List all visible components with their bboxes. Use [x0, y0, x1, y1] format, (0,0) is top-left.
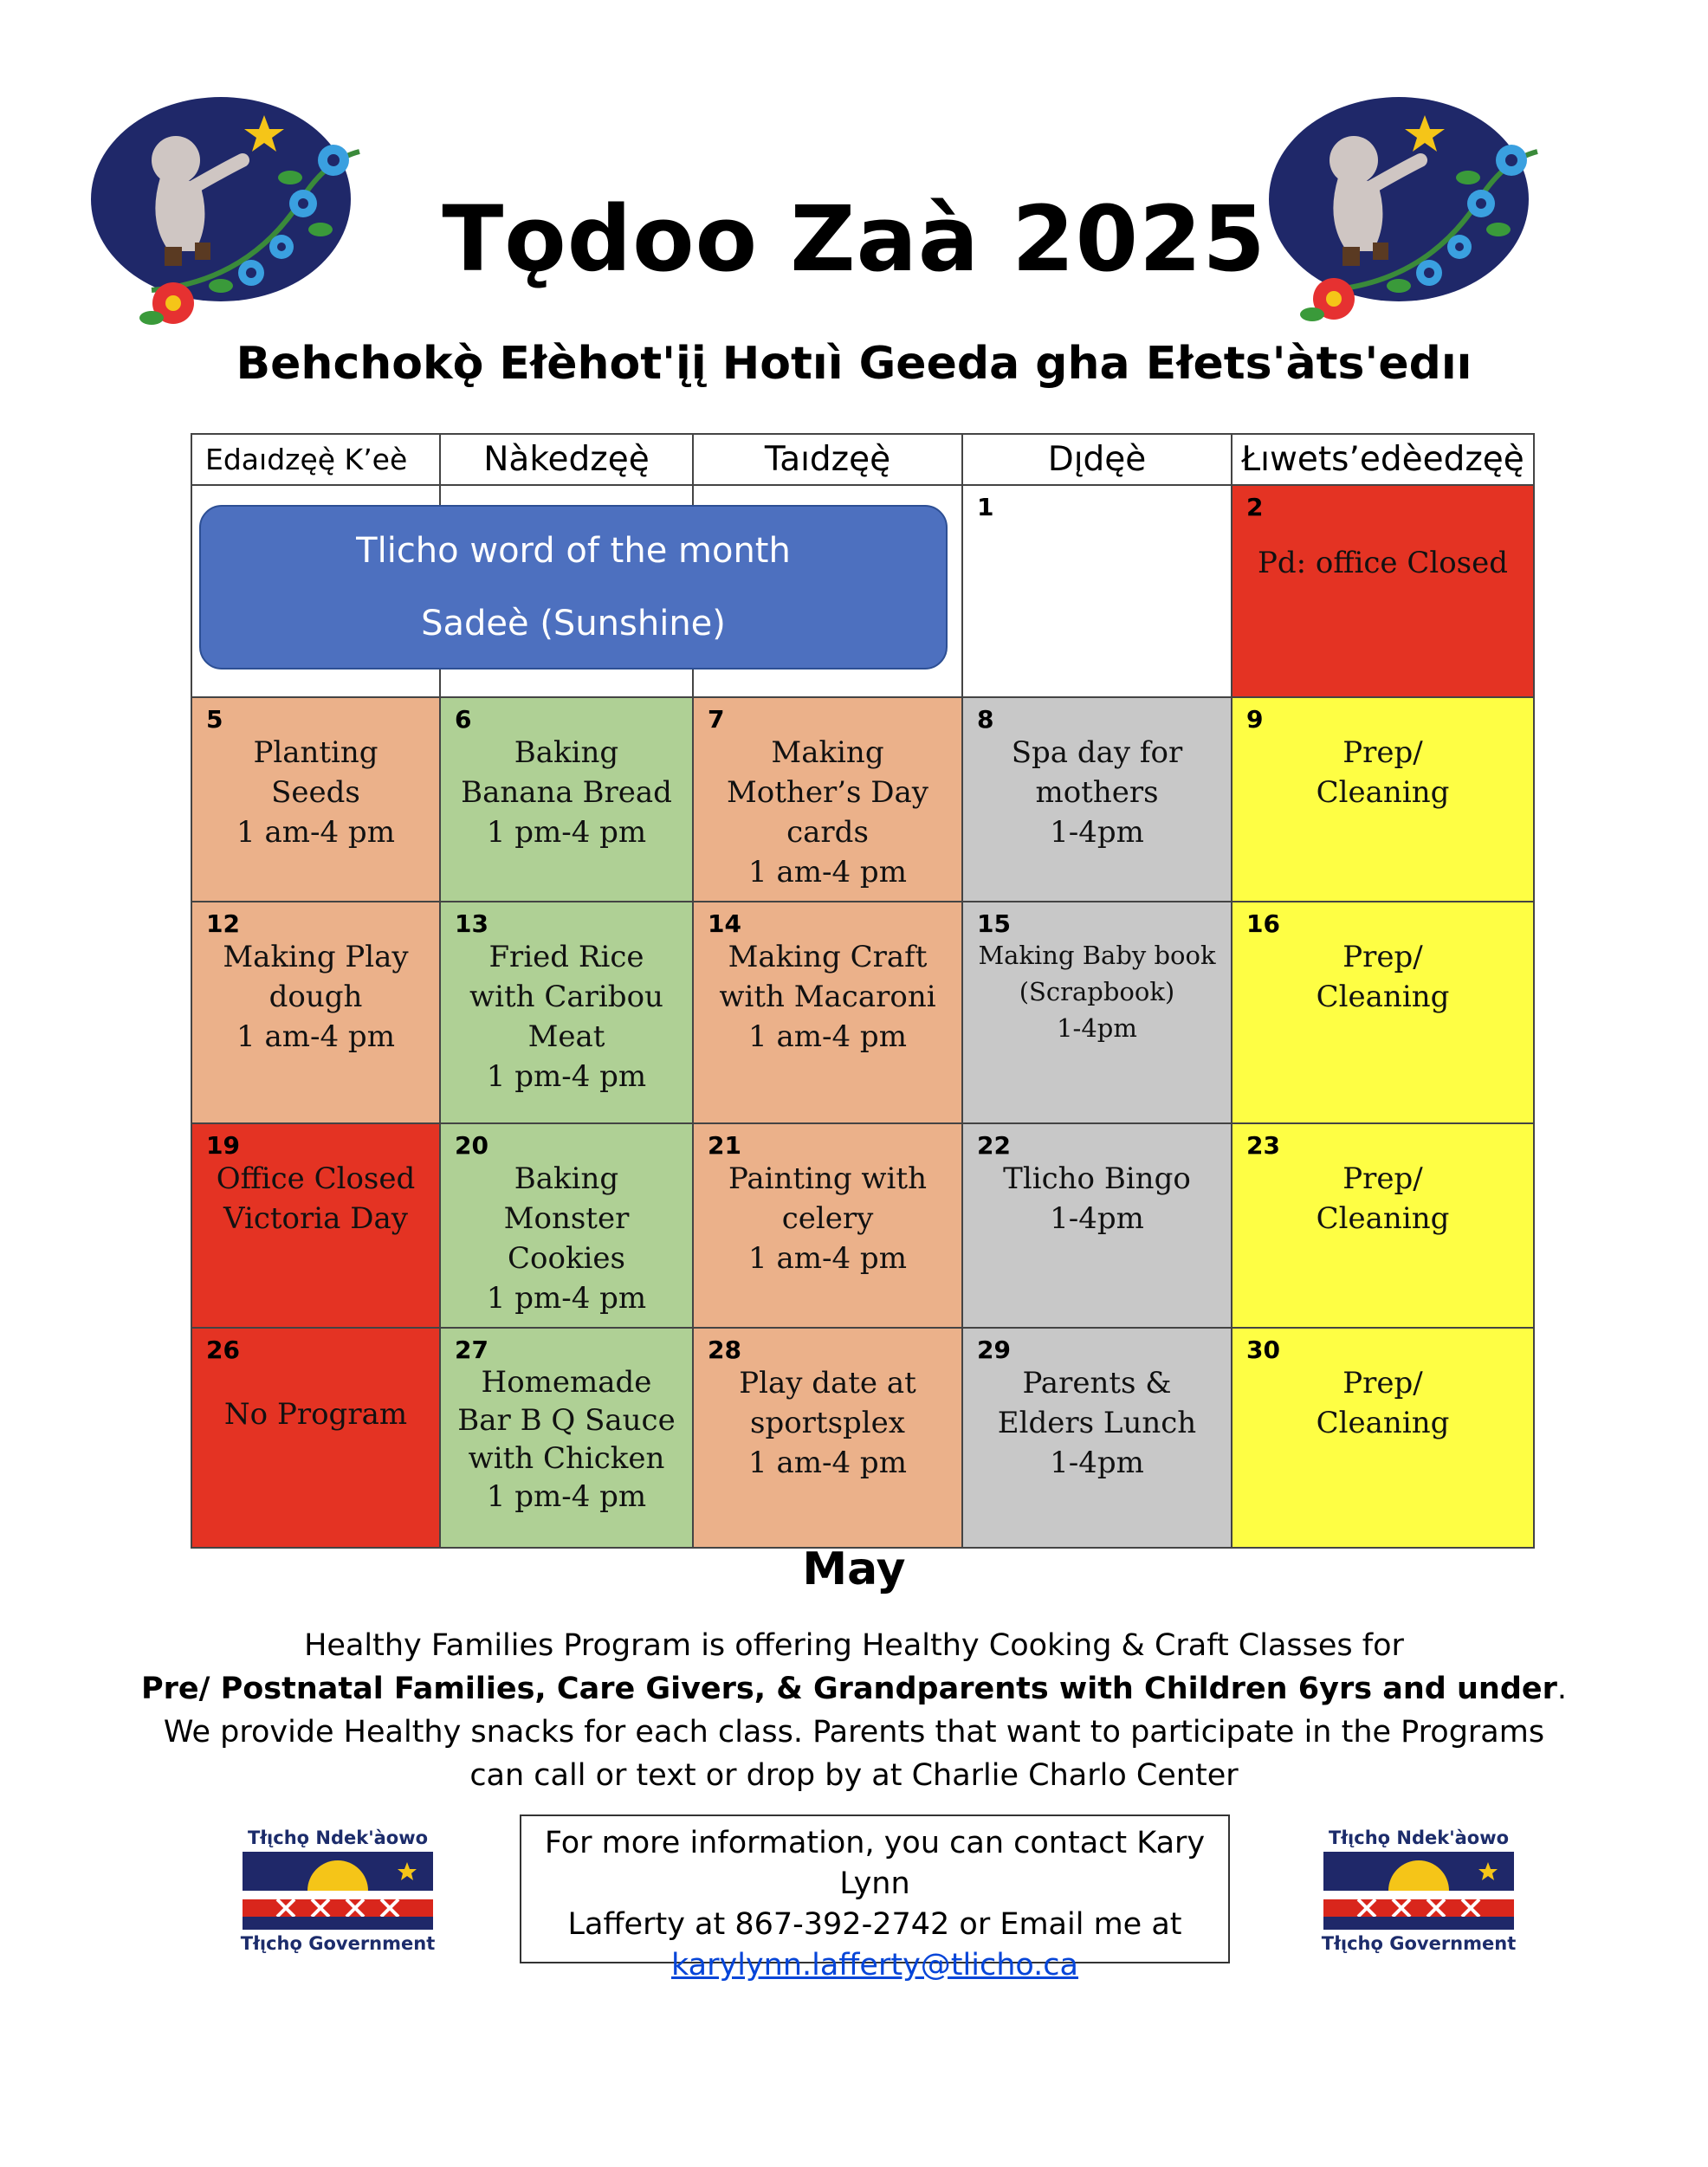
day-number: 21: [708, 1131, 741, 1160]
calendar-cell: [440, 697, 693, 902]
calendar-cell: [962, 1328, 1232, 1548]
event-title: Fried Rice with Caribou Meat: [469, 940, 663, 1054]
calendar-cell: [962, 902, 1232, 1123]
event-title: Baking Monster Cookies: [503, 1161, 630, 1276]
event-time: 1 am-4 pm: [748, 855, 907, 889]
weekday-friday: Łıwets’edèedzęę̀: [1232, 434, 1534, 485]
gov-logo-bottom-text: Tłı̨chǫ Government: [1321, 1933, 1517, 1954]
event-text: [455, 733, 678, 852]
event-title: Making Play dough: [223, 940, 409, 1014]
event-time: 1 am-4 pm: [236, 815, 395, 850]
calendar-cell: [693, 697, 962, 902]
event-title: Spa day for mothers: [1011, 735, 1183, 810]
contact-line-1: For more information, you can contact Kary Lynn: [544, 1826, 1206, 1901]
event-time: 1 am-4 pm: [748, 1241, 907, 1276]
event-time: 1 am-4 pm: [748, 1446, 907, 1480]
event-text: [977, 937, 1217, 1046]
calendar-cell: [191, 1328, 440, 1548]
event-title: Homemade Bar B Q Sauce with Chicken: [457, 1365, 676, 1476]
event-time: 1 pm-4 pm: [486, 1281, 647, 1316]
calendar-cell: [191, 1123, 440, 1328]
event-text: [455, 1363, 678, 1516]
calendar-cell: [440, 1123, 693, 1328]
day-number: 12: [206, 909, 240, 938]
program-info: [0, 1624, 1708, 1797]
day-number: 14: [708, 909, 741, 938]
event-title: Making Baby book (Scrapbook): [978, 941, 1216, 1006]
day-number: 27: [455, 1336, 488, 1364]
weekday-monday: Edaıdzęę̀ K’eè: [191, 434, 440, 485]
event-title: Planting Seeds: [253, 735, 378, 810]
calendar-cell: [693, 902, 962, 1123]
calendar-cell: [1232, 1328, 1534, 1548]
event-text: [708, 1363, 948, 1483]
event-text: [708, 733, 948, 892]
calendar-cell: [440, 1328, 693, 1548]
gov-logo-bottom-text: Tłı̨chǫ Government: [240, 1933, 436, 1954]
day-number: 6: [455, 705, 472, 734]
event-text: Pd: office Closed: [1257, 546, 1509, 580]
info-audience: Pre/ Postnatal Families, Care Givers, & Grandparents with Children 6yrs and under: [140, 1672, 1557, 1706]
day-number: 8: [977, 705, 994, 734]
event-time: 1 pm-4 pm: [486, 1059, 647, 1094]
calendar-week-row: [191, 902, 1534, 1123]
day-number: 20: [455, 1131, 488, 1160]
event-title: Making Craft with Macaroni: [719, 940, 936, 1014]
weekday-thursday: Dı̨dęè: [962, 434, 1232, 485]
day-number: 29: [977, 1336, 1011, 1364]
contact-line-2: Lafferty at 867-392-2742 or Email me at: [567, 1907, 1182, 1942]
calendar-cell: [1232, 1123, 1534, 1328]
gov-emblem-icon: [1323, 1852, 1514, 1930]
weekday-wednesday: Taıdzęę̀: [693, 434, 962, 485]
calendar-cell: [1232, 902, 1534, 1123]
calendar-cell: [440, 902, 693, 1123]
event-title: Play date at sportsplex: [739, 1366, 916, 1440]
event-time: 1-4pm: [1057, 1013, 1137, 1043]
calendar-cell: [693, 1328, 962, 1548]
event-text: [708, 937, 948, 1057]
event-text: Prep/ Cleaning: [1316, 940, 1450, 1014]
event-title: Baking Banana Bread: [461, 735, 672, 810]
word-of-the-month-box: [199, 505, 948, 670]
weekday-header-row: [191, 434, 1534, 485]
info-period: .: [1556, 1672, 1568, 1706]
page-subtitle: Behchokǫ̀ Ełèhot'įį Hotıì Geeda gha Ełets'àts'edıı: [236, 338, 1472, 390]
calendar-cell: [191, 697, 440, 902]
event-text: [455, 1159, 678, 1318]
day-number: 30: [1246, 1336, 1280, 1364]
calendar-week-row: [191, 1328, 1534, 1548]
info-line-1: Healthy Families Program is offering Healthy Cooking & Craft Classes for: [304, 1628, 1404, 1663]
event-title: Parents & Elders Lunch: [997, 1366, 1197, 1440]
event-text: [206, 937, 425, 1057]
day-number: 26: [206, 1336, 240, 1364]
event-time: 1-4pm: [1050, 1446, 1144, 1480]
day-number: 2: [1246, 493, 1264, 521]
event-text: [977, 1159, 1217, 1239]
event-text: Prep/ Cleaning: [1316, 1366, 1450, 1440]
event-time: 1-4pm: [1050, 1201, 1144, 1236]
event-time: 1 pm-4 pm: [486, 815, 647, 850]
event-text: Prep/ Cleaning: [1316, 1161, 1450, 1236]
calendar-cell: [191, 902, 440, 1123]
event-time: 1-4pm: [1050, 815, 1144, 850]
calendar-cell: [693, 1123, 962, 1328]
weekday-tuesday: Nàkedzęę̀: [440, 434, 693, 485]
day-number: 15: [977, 909, 1011, 938]
event-time: 1 pm-4 pm: [486, 1479, 647, 1514]
tlicho-government-logo-right: [1315, 1827, 1523, 1957]
contact-box: [520, 1814, 1230, 1983]
calendar-cell: [962, 485, 1232, 697]
contact-email-link[interactable]: karylynn.lafferty@tlicho.ca: [671, 1948, 1078, 1983]
gov-emblem-icon: [243, 1852, 433, 1930]
day-number: 9: [1246, 705, 1264, 734]
event-title: Tlicho Bingo: [1003, 1161, 1191, 1196]
info-line-3: We provide Healthy snacks for each class. Parents that want to participate in the Programs: [163, 1715, 1545, 1750]
day-number: 1: [977, 493, 994, 521]
event-time: 1 am-4 pm: [748, 1019, 907, 1054]
calendar-cell: [962, 1123, 1232, 1328]
day-number: 16: [1246, 909, 1280, 938]
word-of-month-heading: Tlicho word of the month: [356, 531, 791, 571]
info-line-4: can call or text or drop by at Charlie Charlo Center: [469, 1758, 1239, 1793]
event-time: 1 am-4 pm: [236, 1019, 395, 1054]
calendar-cell: [1232, 697, 1534, 902]
month-label: May: [802, 1543, 906, 1595]
day-number: 19: [206, 1131, 240, 1160]
event-text: [708, 1159, 948, 1278]
page-title: Tǫdoo Zaà 2025: [442, 186, 1266, 292]
word-of-month-word: Sadeè (Sunshine): [421, 604, 726, 644]
day-number: 13: [455, 909, 488, 938]
gov-logo-top-text: Tłı̨chǫ Ndek'àowo: [1328, 1827, 1510, 1848]
event-title: Making Mother’s Day cards: [726, 735, 929, 850]
calendar-week-row: [191, 697, 1534, 902]
tlicho-government-logo-left: [234, 1827, 442, 1957]
event-text: [977, 1363, 1217, 1483]
info-line-2: [0, 1667, 1708, 1711]
gov-logo-top-text: Tłı̨chǫ Ndek'àowo: [247, 1827, 429, 1848]
event-text: Office Closed Victoria Day: [216, 1161, 416, 1236]
day-number: 5: [206, 705, 223, 734]
event-text: [206, 733, 425, 852]
calendar-week-row: [191, 1123, 1534, 1328]
event-text: Prep/ Cleaning: [1316, 735, 1450, 810]
calendar-cell: [962, 697, 1232, 902]
day-number: 23: [1246, 1131, 1280, 1160]
day-number: 7: [708, 705, 725, 734]
event-text: [455, 937, 678, 1096]
event-title: Painting with celery: [728, 1161, 927, 1236]
day-number: 28: [708, 1336, 741, 1364]
event-text: No Program: [223, 1397, 408, 1432]
calendar-cell: [1232, 485, 1534, 697]
day-number: 22: [977, 1131, 1011, 1160]
event-text: [977, 733, 1217, 852]
